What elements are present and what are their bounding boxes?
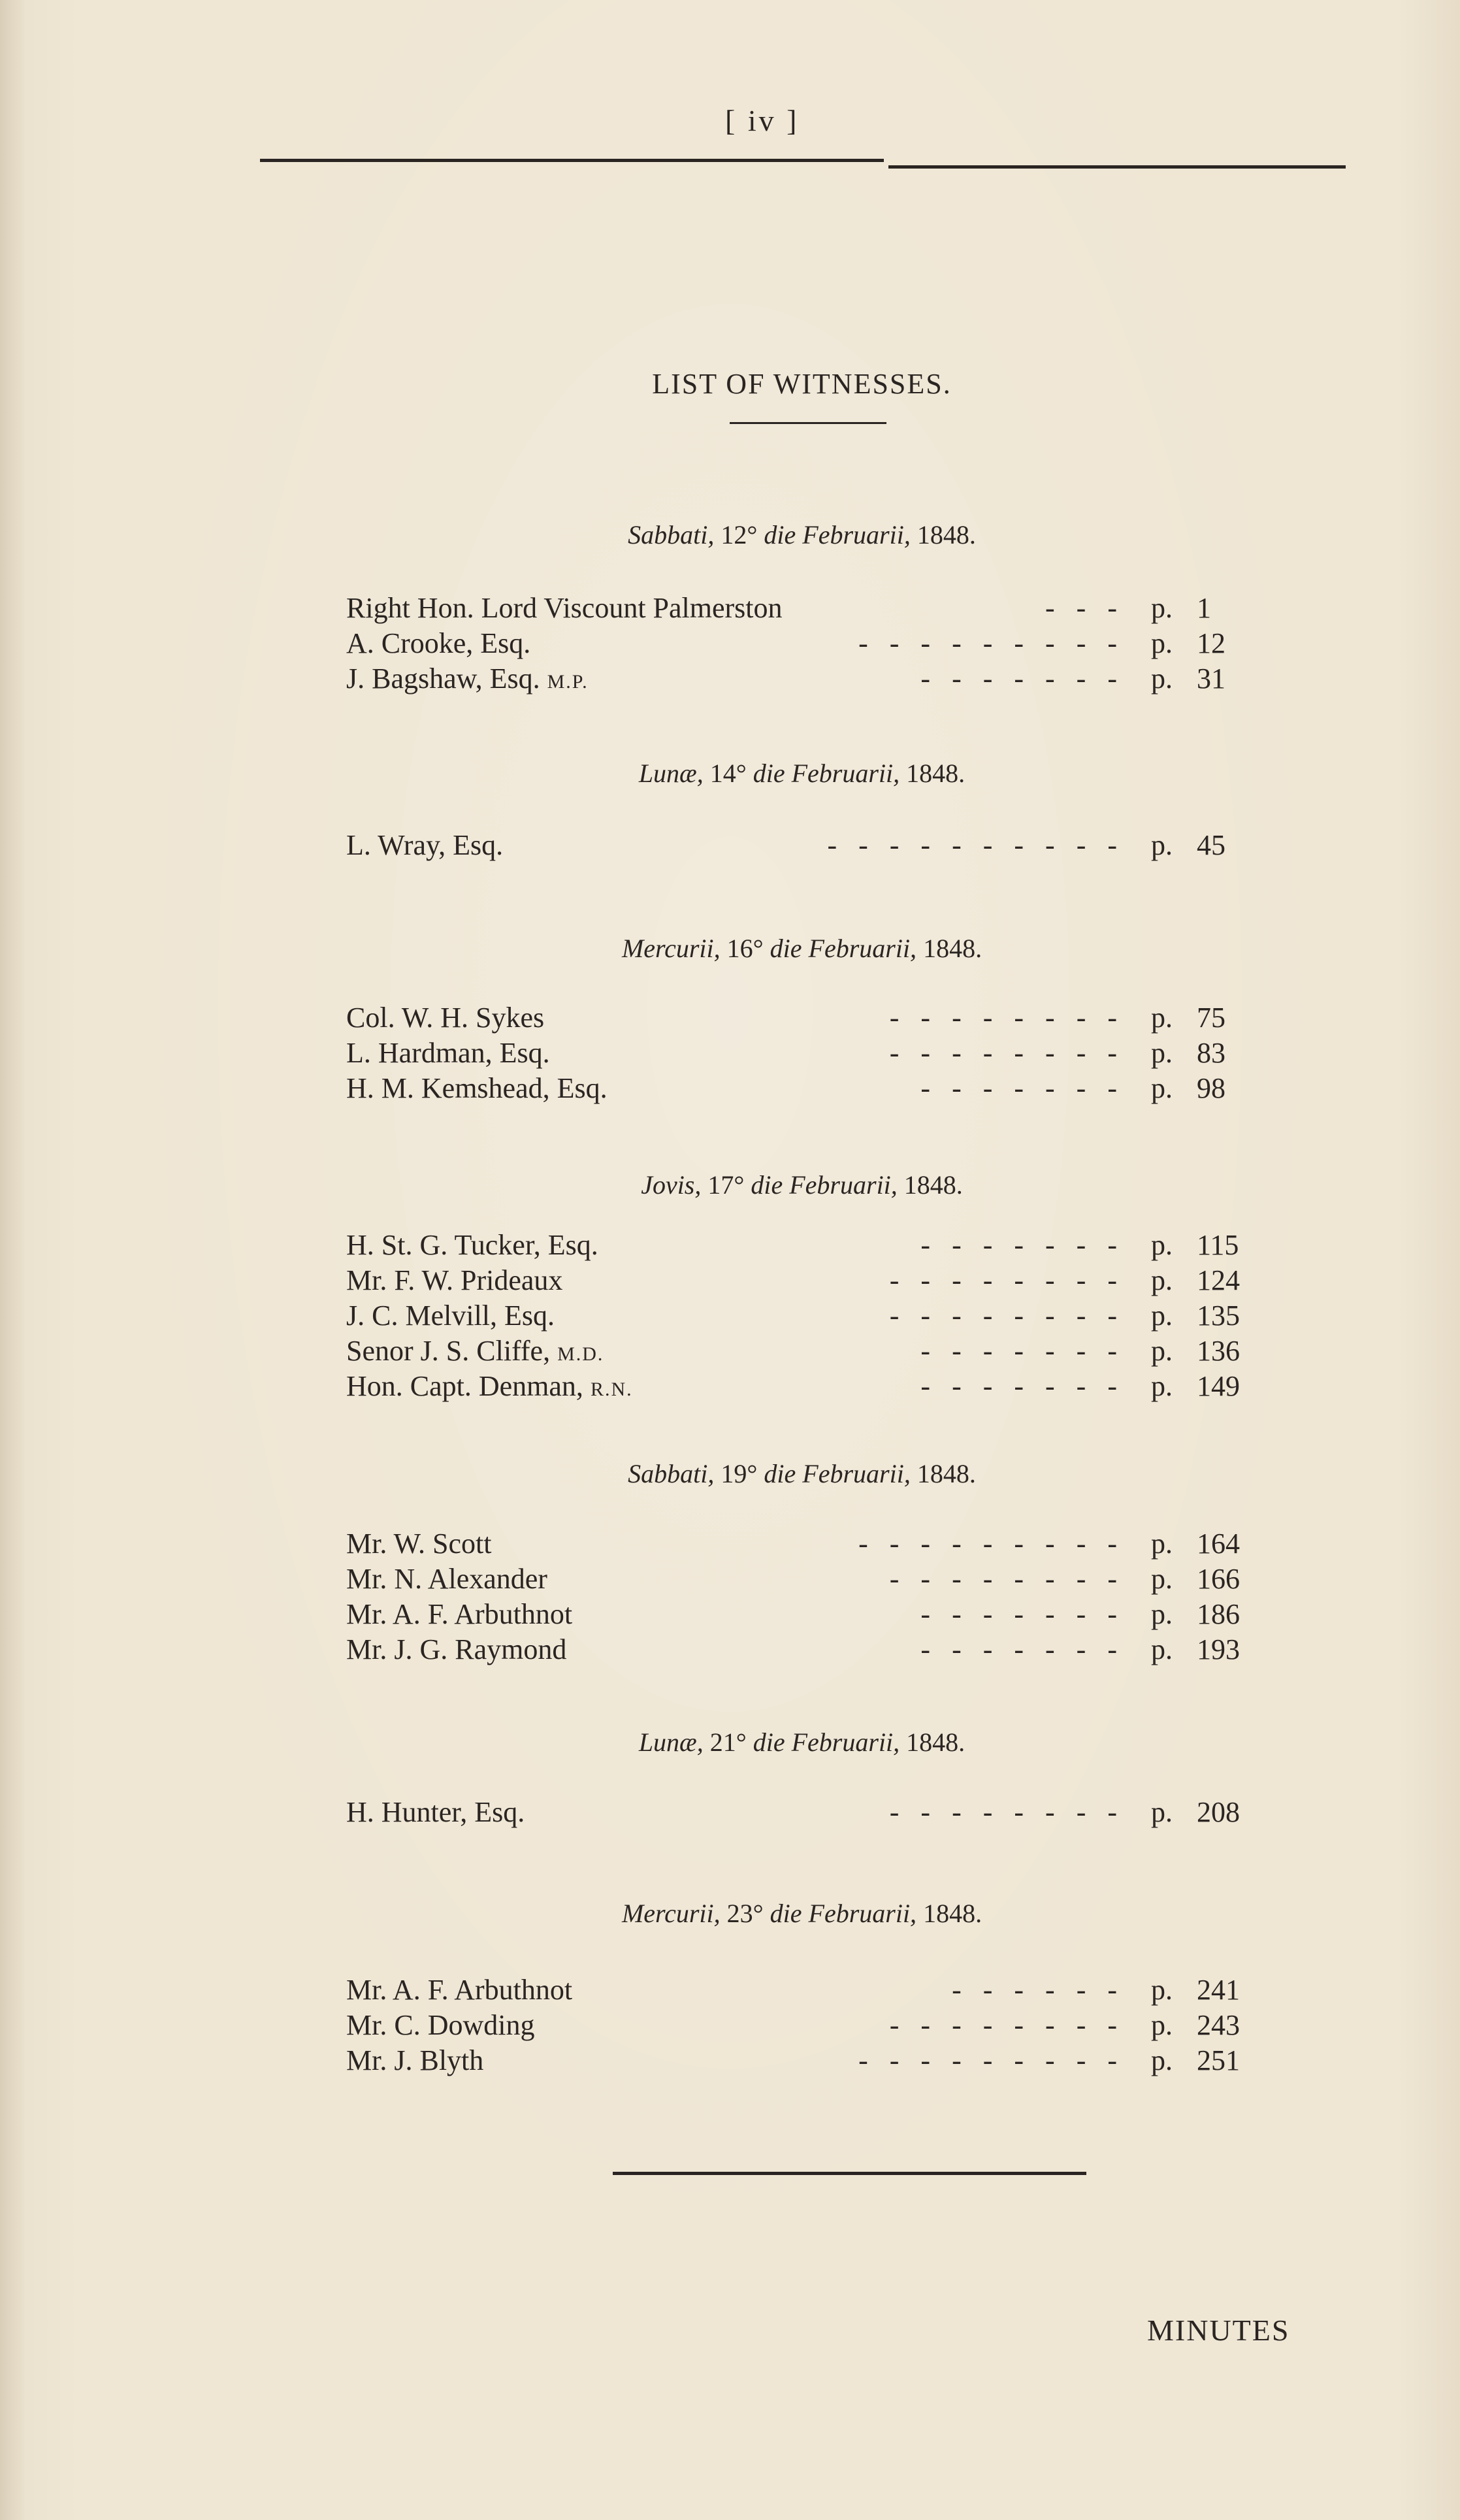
witness-row <box>346 1597 1261 1634</box>
session-year: 1848. <box>917 1899 982 1928</box>
leader-dashes: - - - - - - - <box>920 1335 1117 1367</box>
session-year: 1848. <box>910 1459 976 1488</box>
page-label: p. <box>1151 1300 1173 1332</box>
witness-name-text: Hon. Capt. Denman, <box>346 1370 591 1402</box>
session-day: Lunæ, <box>638 1727 704 1757</box>
leader-dashes: - - - <box>1045 592 1117 624</box>
witness-name-text: L. Wray, Esq. <box>346 829 504 861</box>
witness-name-text: J. C. Melvill, Esq. <box>346 1300 555 1332</box>
session-heading <box>0 1727 1460 1758</box>
witness-name-text: Mr. A. F. Arbuthnot <box>346 1598 573 1630</box>
session-date: 17° <box>701 1170 751 1200</box>
leader-dashes: - - - - - - - - <box>889 1037 1117 1069</box>
witness-row <box>346 1334 1261 1371</box>
witness-name-text: A. Crooke, Esq. <box>346 627 531 659</box>
page-number: 243 <box>1197 2009 1240 2041</box>
session-day: Sabbati, <box>628 520 715 549</box>
header-rule <box>260 159 884 162</box>
witness-suffix: R.N. <box>590 1379 633 1400</box>
page-number: 75 <box>1197 1002 1225 1034</box>
page-label: p. <box>1151 1002 1173 1034</box>
page-number: 186 <box>1197 1598 1240 1630</box>
witness-name-text: Mr. C. Dowding <box>346 2009 535 2041</box>
page-label: p. <box>1151 1563 1173 1595</box>
page-label: p. <box>1151 1974 1173 2006</box>
leader-dashes: - - - - - - - <box>920 1598 1117 1630</box>
session-month: die Februarii, <box>770 1899 917 1928</box>
session-heading <box>0 933 1460 964</box>
session-month: die Februarii, <box>764 1459 911 1488</box>
session-month: die Februarii, <box>753 759 900 788</box>
page-label: p. <box>1151 627 1173 659</box>
session-year: 1848. <box>897 1170 963 1200</box>
page-number: 98 <box>1197 1072 1225 1104</box>
page-label: p. <box>1151 1037 1173 1069</box>
page-label: p. <box>1151 1796 1173 1828</box>
page-title: LIST OF WITNESSES. <box>652 368 952 400</box>
session-month: die Februarii, <box>751 1170 898 1200</box>
witness-row <box>346 1973 1261 2010</box>
session-year: 1848. <box>910 520 976 549</box>
page-label: p. <box>1151 592 1173 624</box>
leader-dashes: - - - - - - - <box>920 1072 1117 1104</box>
page-label: p. <box>1151 1598 1173 1630</box>
witness-name-text: Mr. F. W. Prideaux <box>346 1264 563 1296</box>
witness-row <box>346 1369 1261 1406</box>
session-day: Sabbati, <box>628 1459 715 1488</box>
session-date: 14° <box>703 759 753 788</box>
leader-dashes: - - - - - - - - <box>889 1796 1117 1828</box>
page-label: p. <box>1151 1072 1173 1104</box>
witness-row <box>346 1795 1261 1832</box>
page-number: 166 <box>1197 1563 1240 1595</box>
witness-row <box>346 1072 1261 1108</box>
page-number: 124 <box>1197 1264 1240 1296</box>
witness-name-text: J. Bagshaw, Esq. <box>346 663 547 695</box>
page-label: p. <box>1151 1633 1173 1665</box>
page-number: 135 <box>1197 1300 1240 1332</box>
witness-name-text: H. St. G. Tucker, Esq. <box>346 1229 598 1261</box>
session-heading <box>0 1898 1460 1929</box>
witness-row <box>346 627 1261 663</box>
leader-dashes: - - - - - - - - - - <box>827 829 1117 861</box>
page-label: p. <box>1151 1335 1173 1367</box>
witness-name-text: Mr. N. Alexander <box>346 1563 547 1595</box>
page-label: p. <box>1151 1229 1173 1261</box>
page-number: 149 <box>1197 1370 1240 1402</box>
leader-dashes: - - - - - - - <box>920 1633 1117 1665</box>
page-number: 31 <box>1197 663 1225 695</box>
witness-row <box>346 1228 1261 1265</box>
witness-name-text: Mr. J. Blyth <box>346 2044 484 2076</box>
witness-row <box>346 2008 1261 2045</box>
session-heading <box>0 519 1460 550</box>
witness-name-text: H. Hunter, Esq. <box>346 1796 525 1828</box>
witness-name-text: H. M. Kemshead, Esq. <box>346 1072 608 1104</box>
witness-name-text: Right Hon. Lord Viscount Palmerston <box>346 592 783 624</box>
session-day: Mercurii, <box>621 934 721 963</box>
page-number: 136 <box>1197 1335 1240 1367</box>
session-date: 19° <box>714 1459 764 1488</box>
page-number: 1 <box>1197 592 1211 624</box>
witness-row <box>346 1527 1261 1563</box>
session-date: 16° <box>720 934 770 963</box>
session-day: Mercurii, <box>621 1899 721 1928</box>
leader-dashes: - - - - - - - - <box>889 1563 1117 1595</box>
witness-row <box>346 1001 1261 1038</box>
leader-dashes: - - - - - - - - <box>889 2009 1117 2041</box>
session-heading <box>0 758 1460 789</box>
session-date: 12° <box>714 520 764 549</box>
page-number: 251 <box>1197 2044 1240 2076</box>
page-number: 241 <box>1197 1974 1240 2006</box>
leader-dashes: - - - - - - - - - <box>858 1528 1117 1560</box>
witness-row <box>346 1633 1261 1669</box>
page-number: 83 <box>1197 1037 1225 1069</box>
witness-name-text: Col. W. H. Sykes <box>346 1002 545 1034</box>
session-year: 1848. <box>917 934 982 963</box>
witness-row <box>346 662 1261 698</box>
page-number: 115 <box>1197 1229 1239 1261</box>
page-number: 208 <box>1197 1796 1240 1828</box>
leader-dashes: - - - - - - - - - <box>858 627 1117 659</box>
witness-suffix: M.P. <box>547 671 589 693</box>
page-label: p. <box>1151 1264 1173 1296</box>
witness-row <box>346 2044 1261 2080</box>
session-day: Jovis, <box>641 1170 702 1200</box>
witness-row <box>346 1036 1261 1073</box>
session-year: 1848. <box>900 1727 965 1757</box>
leader-dashes: - - - - - - - - <box>889 1300 1117 1332</box>
session-month: die Februarii, <box>753 1727 900 1757</box>
witness-row <box>346 828 1261 865</box>
page-label: p. <box>1151 1370 1173 1402</box>
witness-row <box>346 1299 1261 1335</box>
session-date: 21° <box>703 1727 753 1757</box>
session-month: die Februarii, <box>770 934 917 963</box>
session-day: Lunæ, <box>638 759 704 788</box>
page-number: 193 <box>1197 1633 1240 1665</box>
page-number: 164 <box>1197 1528 1240 1560</box>
end-rule <box>613 2172 1086 2175</box>
header-rule-right <box>888 165 1346 169</box>
witness-name-text: L. Hardman, Esq. <box>346 1037 550 1069</box>
witness-name-text: Mr. J. G. Raymond <box>346 1633 567 1665</box>
leader-dashes: - - - - - - - <box>920 663 1117 695</box>
session-month: die Februarii, <box>764 520 911 549</box>
witness-row <box>346 1562 1261 1599</box>
session-date: 23° <box>720 1899 770 1928</box>
title-rule <box>730 422 886 424</box>
page-number: 12 <box>1197 627 1225 659</box>
leader-dashes: - - - - - - <box>952 1974 1117 2006</box>
page-label: p. <box>1151 2044 1173 2076</box>
page-label: p. <box>1151 1528 1173 1560</box>
page-label: p. <box>1151 2009 1173 2041</box>
session-heading <box>0 1170 1460 1200</box>
leader-dashes: - - - - - - - - - <box>858 2044 1117 2076</box>
witness-name-text: Mr. A. F. Arbuthnot <box>346 1974 573 2006</box>
page-label: p. <box>1151 663 1173 695</box>
witness-suffix: M.D. <box>557 1343 604 1365</box>
witness-row <box>346 1264 1261 1300</box>
leader-dashes: - - - - - - - <box>920 1229 1117 1261</box>
session-heading <box>0 1458 1460 1489</box>
witness-name-text: Mr. W. Scott <box>346 1528 492 1560</box>
witness-row <box>346 591 1261 628</box>
page-number: 45 <box>1197 829 1225 861</box>
page-folio: [ iv ] <box>725 104 800 137</box>
session-year: 1848. <box>900 759 965 788</box>
catchword: MINUTES <box>1147 2314 1290 2347</box>
leader-dashes: - - - - - - - - <box>889 1264 1117 1296</box>
leader-dashes: - - - - - - - <box>920 1370 1117 1402</box>
leader-dashes: - - - - - - - - <box>889 1002 1117 1034</box>
witness-name-text: Senor J. S. Cliffe, <box>346 1335 558 1367</box>
page-label: p. <box>1151 829 1173 861</box>
